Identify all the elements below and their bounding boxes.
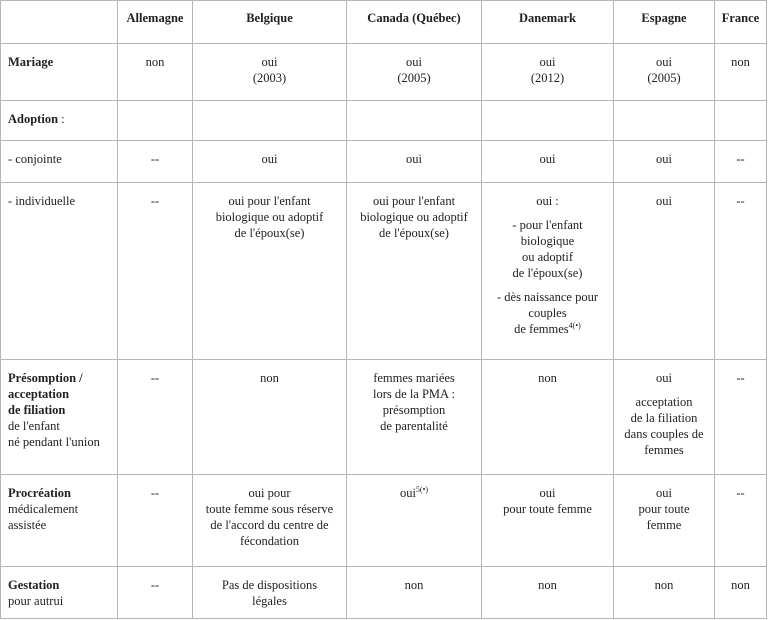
row-mariage (1, 44, 767, 101)
row-label-individuelle: - individuelle (1, 183, 118, 360)
header-canada: Canada (Québec) (347, 1, 482, 44)
row-gestation (1, 567, 767, 619)
cell-adoption-belgique (193, 101, 347, 141)
cell-conjointe-belgique: oui (193, 141, 347, 183)
cell-individuelle-france: -- (715, 183, 767, 360)
row-label-gestation: Gestation pour autrui (1, 567, 118, 619)
cell-procreation-canada: oui$^{5(•)}$ (347, 475, 482, 567)
row-label-procreation: Procréation médicalement assistée (1, 475, 118, 567)
cell-presomption-france: -- (715, 360, 767, 475)
footnote-4: 4(•) (568, 320, 581, 330)
cell-gestation-belgique: Pas de dispositions légales (193, 567, 347, 619)
row-label-adoption: Adoption : (1, 101, 118, 141)
cell-gestation-espagne: non (614, 567, 715, 619)
cell-procreation-danemark: oui pour toute femme (482, 475, 614, 567)
cell-mariage-belgique: oui (2003) (193, 44, 347, 101)
cell-gestation-danemark: non (482, 567, 614, 619)
row-label-conjointe: - conjointe (1, 141, 118, 183)
row-label-mariage: Mariage (1, 44, 118, 101)
cell-presomption-espagne: oui acceptation de la filiation dans couples de femmes (614, 360, 715, 475)
cell-individuelle-allemagne: -- (118, 183, 193, 360)
cell-procreation-france: -- (715, 475, 767, 567)
row-individuelle (1, 183, 767, 360)
header-france: France (715, 1, 767, 44)
footnote-5: 5(•) (415, 484, 429, 494)
header-empty (1, 1, 118, 44)
header-danemark: Danemark (482, 1, 614, 44)
cell-individuelle-espagne: oui (614, 183, 715, 360)
cell-mariage-espagne: oui (2005) (614, 44, 715, 101)
cell-gestation-france: non (715, 567, 767, 619)
cell-conjointe-espagne: oui (614, 141, 715, 183)
cell-procreation-allemagne: -- (118, 475, 193, 567)
row-presomption (1, 360, 767, 475)
cell-presomption-allemagne: -- (118, 360, 193, 475)
cell-mariage-allemagne: non (118, 44, 193, 101)
cell-gestation-allemagne: -- (118, 567, 193, 619)
row-adoption (1, 101, 767, 141)
cell-procreation-belgique: oui pour toute femme sous réserve de l'accord du centre de fécondation (193, 475, 347, 567)
cell-adoption-france (715, 101, 767, 141)
cell-adoption-allemagne (118, 101, 193, 141)
cell-gestation-canada: non (347, 567, 482, 619)
cell-adoption-canada (347, 101, 482, 141)
cell-individuelle-canada: oui pour l'enfant biologique ou adoptif de l'époux(se) (347, 183, 482, 360)
row-label-presomption: Présomption / acceptation de filiation de l'enfant né pendant l'union (1, 360, 118, 475)
header-belgique: Belgique (193, 1, 347, 44)
cell-presomption-danemark: non (482, 360, 614, 475)
header-row (1, 1, 767, 44)
cell-mariage-canada: oui (2005) (347, 44, 482, 101)
cell-presomption-belgique: non (193, 360, 347, 475)
cell-conjointe-canada: oui (347, 141, 482, 183)
row-procreation (1, 475, 767, 567)
header-espagne: Espagne (614, 1, 715, 44)
cell-mariage-danemark: oui (2012) (482, 44, 614, 101)
header-allemagne: Allemagne (118, 1, 193, 44)
cell-adoption-danemark (482, 101, 614, 141)
cell-individuelle-danemark: oui : - pour l'enfant biologique ou adoptif de l'époux(se) - dès naissance pour couples de femmes$^{4(•)}$ (482, 183, 614, 360)
cell-procreation-espagne: oui pour toute femme (614, 475, 715, 567)
cell-individuelle-belgique: oui pour l'enfant biologique ou adoptif de l'époux(se) (193, 183, 347, 360)
cell-mariage-france: non (715, 44, 767, 101)
cell-conjointe-danemark: oui (482, 141, 614, 183)
cell-adoption-espagne (614, 101, 715, 141)
row-conjointe (1, 141, 767, 183)
cell-conjointe-france: -- (715, 141, 767, 183)
cell-presomption-canada: femmes mariées lors de la PMA : présomption de parentalité (347, 360, 482, 475)
cell-conjointe-allemagne: -- (118, 141, 193, 183)
